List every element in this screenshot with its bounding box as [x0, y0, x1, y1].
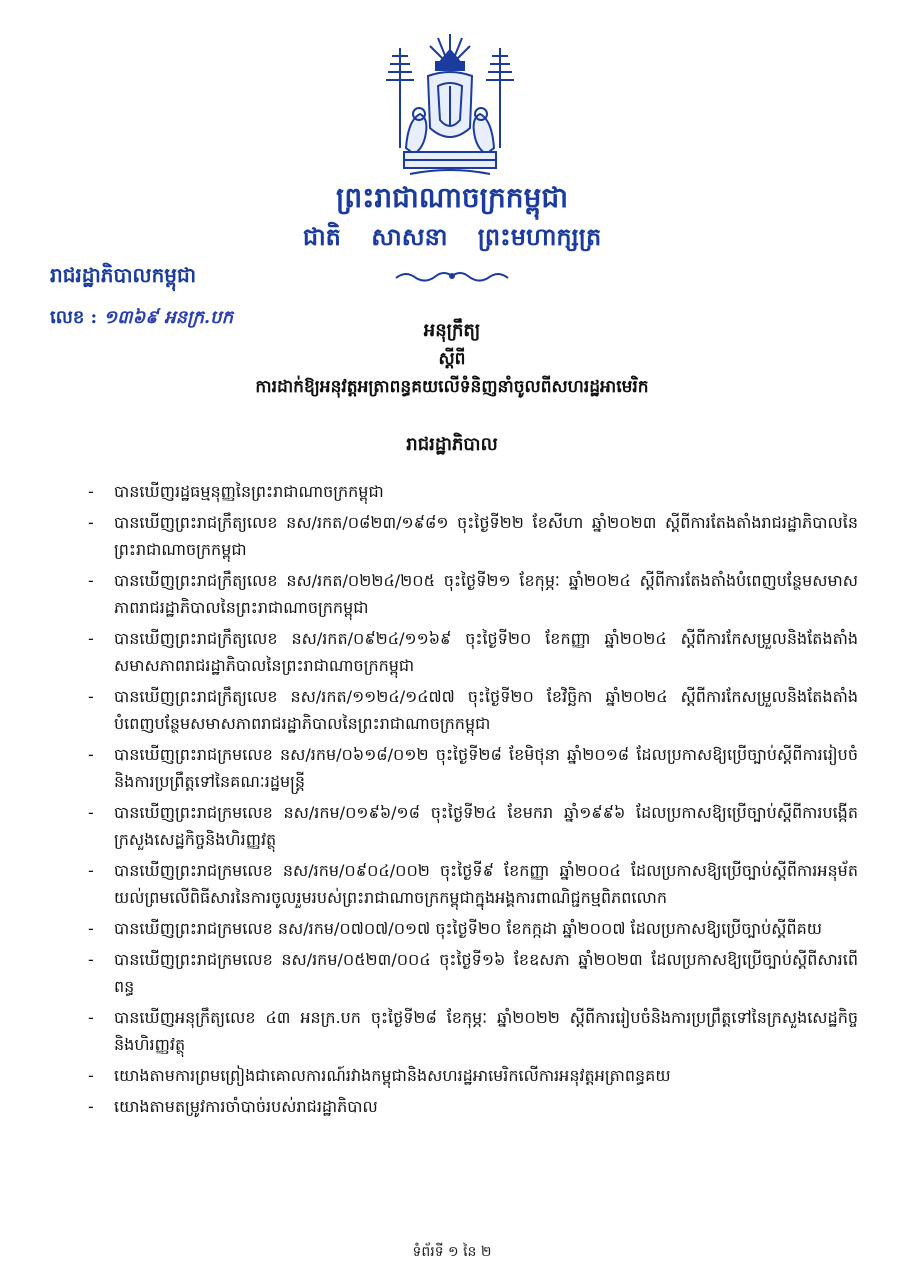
list-item-text: បានឃើញព្រះរាជក្រឹត្យលេខ នស/រកត/០២២៤/២០៥ ចុះថ្ងៃទី២១ ខែកុម្ភៈ ឆ្នាំ២០២៤ ស្តីពីការតែងតាំងបំពេញបន្ថែមសមាសភាពរាជរដ្ឋាភិបាលនៃព្រះរាជាណាចក្រកម្ពុជា	[114, 571, 858, 617]
list-item-text: បានឃើញព្រះរាជក្រមលេខ នស/រកម/០៥២៣/០០៤ ចុះថ្ងៃទី១៦ ខែឧសភា ឆ្នាំ២០២៣ ដែលប្រកាសឱ្យប្រើច្បាប់ស្តីពីសារពើពន្ធ	[114, 950, 858, 996]
list-item: - បានឃើញព្រះរាជក្រមលេខ នស/រកម/០៩០៤/០០២ ចុះថ្ងៃទី៩ ខែកញ្ញា ឆ្នាំ២០០៤ ដែលប្រកាសឱ្យប្រើច្បាប់ស្តីពីការអនុម័តយល់ព្រមលើពិធីសារនៃការចូលរួមរបស់ព្រះរាជាណាចក្រកម្ពុជាក្នុងអង្គការពាណិជ្ជកម្មពិភពលោក	[88, 861, 858, 907]
royal-emblem-icon	[370, 28, 530, 178]
decorative-divider-icon	[392, 266, 512, 286]
list-item-text: បានឃើញព្រះរាជក្រឹត្យលេខ នស/រកត/០៨២៣/១៩៨១ ចុះថ្ងៃទី២២ ខែសីហា ឆ្នាំ២០២៣ ស្តីពីការតែងតាំងរាជរដ្ឋាភិបាលនៃព្រះរាជាណាចក្រកម្ពុជា	[114, 513, 858, 559]
list-item: - យោងតាមការព្រមព្រៀងជាគោលការណ៍រវាងកម្ពុជានិងសហរដ្ឋអាមេរិកលើការអនុវត្តអត្រាពន្ធគយ	[88, 1066, 671, 1085]
kingdom-title: ព្រះរាជាណាចក្រកម្ពុជា	[335, 181, 568, 214]
issuing-authority: រាជរដ្ឋាភិបាលកម្ពុជា	[50, 263, 196, 287]
list-item: - បានឃើញព្រះរាជក្រមលេខ នស/រកម/០១៩៦/១៨ ចុះថ្ងៃទី២៤ ខែមករា ឆ្នាំ១៩៩៦ ដែលប្រកាសឱ្យប្រើច្បាប់ស្តីពីការបង្កើតក្រសួងសេដ្ឋកិច្ចនិងហិរញ្ញវត្ថុ	[88, 803, 858, 849]
list-item: - បានឃើញព្រះរាជក្រឹត្យលេខ នស/រកត/១១២៤/១៤៧៧ ចុះថ្ងៃទី២០ ខែវិច្ឆិកា ឆ្នាំ២០២៤ ស្តីពីការកែសម្រួលនិងតែងតាំងបំពេញបន្ថែមសមាសភាពរាជរដ្ឋាភិបាលនៃព្រះរាជាណាចក្រកម្ពុជា	[88, 687, 858, 733]
list-item: - បានឃើញព្រះរាជក្រឹត្យលេខ នស/រកត/០៨២៣/១៩៨១ ចុះថ្ងៃទី២២ ខែសីហា ឆ្នាំ២០២៣ ស្តីពីការតែងតាំងរាជរដ្ឋាភិបាលនៃព្រះរាជាណាចក្រកម្ពុជា	[88, 513, 858, 559]
list-item: - បានឃើញព្រះរាជក្រឹត្យលេខ នស/រកត/០២២៤/២០៥ ចុះថ្ងៃទី២១ ខែកុម្ភៈ ឆ្នាំ២០២៤ ស្តីពីការតែងតាំងបំពេញបន្ថែមសមាសភាពរាជរដ្ឋាភិបាលនៃព្រះរាជាណាចក្រកម្ពុជា	[88, 571, 858, 617]
list-item-text: បានឃើញព្រះរាជក្រមលេខ នស/រកម/០១៩៦/១៨ ចុះថ្ងៃទី២៤ ខែមករា ឆ្នាំ១៩៩៦ ដែលប្រកាសឱ្យប្រើច្បាប់ស្តីពីការបង្កើតក្រសួងសេដ្ឋកិច្ចនិងហិរញ្ញវត្ថុ	[114, 803, 858, 849]
list-item: - បានឃើញព្រះរាជក្រមលេខ នស/រកម/០៦១៨/០១២ ចុះថ្ងៃទី២៨ ខែមិថុនា ឆ្នាំ២០១៨ ដែលប្រកាសឱ្យប្រើច្បាប់ស្តីពីការរៀបចំនិងការប្រព្រឹត្តទៅនៃគណៈរដ្ឋមន្ត្រី	[88, 745, 858, 791]
preamble-list	[88, 478, 858, 1124]
page-number: ទំព័រទី ១ នៃ ២	[412, 1244, 492, 1260]
list-item-text: បានឃើញព្រះរាជក្រមលេខ នស/រកម/០៦១៨/០១២ ចុះថ្ងៃទី២៨ ខែមិថុនា ឆ្នាំ២០១៨ ដែលប្រកាសឱ្យប្រើច្បាប់ស្តីពីការរៀបចំនិងការប្រព្រឹត្តទៅនៃគណៈរដ្ឋមន្ត្រី	[114, 745, 858, 791]
list-item-text: បានឃើញអនុក្រឹត្យលេខ ៤៣ អនក្រ.បក ចុះថ្ងៃទី២៨ ខែកុម្ភៈ ឆ្នាំ២០២២ ស្តីពីការរៀបចំនិងការប្រព្រឹត្តទៅនៃក្រសួងសេដ្ឋកិច្ចនិងហិរញ្ញវត្ថុ	[114, 1008, 858, 1054]
list-item: - យោងតាមតម្រូវការចាំបាច់របស់រាជរដ្ឋាភិបាល	[88, 1097, 378, 1116]
list-item-text: បានឃើញព្រះរាជក្រមលេខ នស/រកម/០៧០៧/០១៧ ចុះថ្ងៃទី២០ ខែកក្កដា ឆ្នាំ២០០៧ ដែលប្រកាសឱ្យប្រើច្បាប់ស្តីពីគយ	[114, 919, 823, 938]
list-item-text: បានឃើញព្រះរាជក្រឹត្យលេខ នស/រកត/១១២៤/១៤៧៧ ចុះថ្ងៃទី២០ ខែវិច្ឆិកា ឆ្នាំ២០២៤ ស្តីពីការកែសម្រួលនិងតែងតាំងបំពេញបន្ថែមសមាសភាពរាជរដ្ឋាភិបាលនៃព្រះរាជាណាចក្រកម្ពុជា	[114, 687, 858, 733]
government-heading: រាជរដ្ឋាភិបាល	[406, 434, 498, 455]
document-subject: ការដាក់ឱ្យអនុវត្តអត្រាពន្ធគយលើទំនិញនាំចូលពីសហរដ្ឋអាមេរិក	[255, 377, 649, 397]
list-item-text: បានឃើញព្រះរាជក្រឹត្យលេខ នស/រកត/០៩២៤/១១៦៩ ចុះថ្ងៃទី២០ ខែកញ្ញា ឆ្នាំ២០២៤ ស្តីពីការកែសម្រួលនិងតែងតាំងសមាសភាពរាជរដ្ឋាភិបាលនៃព្រះរាជាណាចក្រកម្ពុជា	[114, 629, 858, 675]
document-about: ស្ដីពី	[438, 349, 466, 369]
list-item-text: យោងតាមតម្រូវការចាំបាច់របស់រាជរដ្ឋាភិបាល	[114, 1097, 378, 1116]
list-item-text: បានឃើញព្រះរាជក្រមលេខ នស/រកម/០៩០៤/០០២ ចុះថ្ងៃទី៩ ខែកញ្ញា ឆ្នាំ២០០៤ ដែលប្រកាសឱ្យប្រើច្បាប់ស្តីពីការអនុម័តយល់ព្រមលើពិធីសារនៃការចូលរួមរបស់ព្រះរាជាណាចក្រកម្ពុជាក្នុងអង្គការពាណិជ្ជកម្មពិភពលោក	[114, 861, 858, 907]
list-item: - បានឃើញព្រះរាជក្រមលេខ នស/រកម/០៧០៧/០១៧ ចុះថ្ងៃទី២០ ខែកក្កដា ឆ្នាំ២០០៧ ដែលប្រកាសឱ្យប្រើច្បាប់ស្តីពីគយ	[88, 919, 823, 938]
royal-emblem	[370, 28, 530, 178]
list-item: - បានឃើញព្រះរាជក្រឹត្យលេខ នស/រកត/០៩២៤/១១៦៩ ចុះថ្ងៃទី២០ ខែកញ្ញា ឆ្នាំ២០២៤ ស្តីពីការកែសម្រួលនិងតែងតាំងសមាសភាពរាជរដ្ឋាភិបាលនៃព្រះរាជាណាចក្រកម្ពុជា	[88, 629, 858, 675]
national-motto: ជាតិ សាសនា ព្រះមហាក្សត្រ	[302, 222, 602, 251]
list-item: - បានឃើញព្រះរាជក្រមលេខ នស/រកម/០៥២៣/០០៤ ចុះថ្ងៃទី១៦ ខែឧសភា ឆ្នាំ២០២៣ ដែលប្រកាសឱ្យប្រើច្បាប់ស្តីពីសារពើពន្ធ	[88, 950, 858, 996]
reference-label: លេខ :	[50, 307, 98, 328]
document-type: អនុក្រឹត្យ	[423, 320, 481, 341]
list-item: - បានឃើញអនុក្រឹត្យលេខ ៤៣ អនក្រ.បក ចុះថ្ងៃទី២៨ ខែកុម្ភៈ ឆ្នាំ២០២២ ស្តីពីការរៀបចំនិងការប្រព្រឹត្តទៅនៃក្រសួងសេដ្ឋកិច្ចនិងហិរញ្ញវត្ថុ	[88, 1008, 858, 1054]
list-item-text: យោងតាមការព្រមព្រៀងជាគោលការណ៍រវាងកម្ពុជានិងសហរដ្ឋអាមេរិកលើការអនុវត្តអត្រាពន្ធគយ	[114, 1066, 671, 1085]
list-item: - បានឃើញរដ្ឋធម្មនុញ្ញនៃព្រះរាជាណាចក្រកម្ពុជា	[88, 482, 384, 501]
list-item-text: បានឃើញរដ្ឋធម្មនុញ្ញនៃព្រះរាជាណាចក្រកម្ពុជា	[114, 482, 384, 501]
reference-value: ១៣៦៩ អនក្រ.បក	[103, 307, 233, 328]
